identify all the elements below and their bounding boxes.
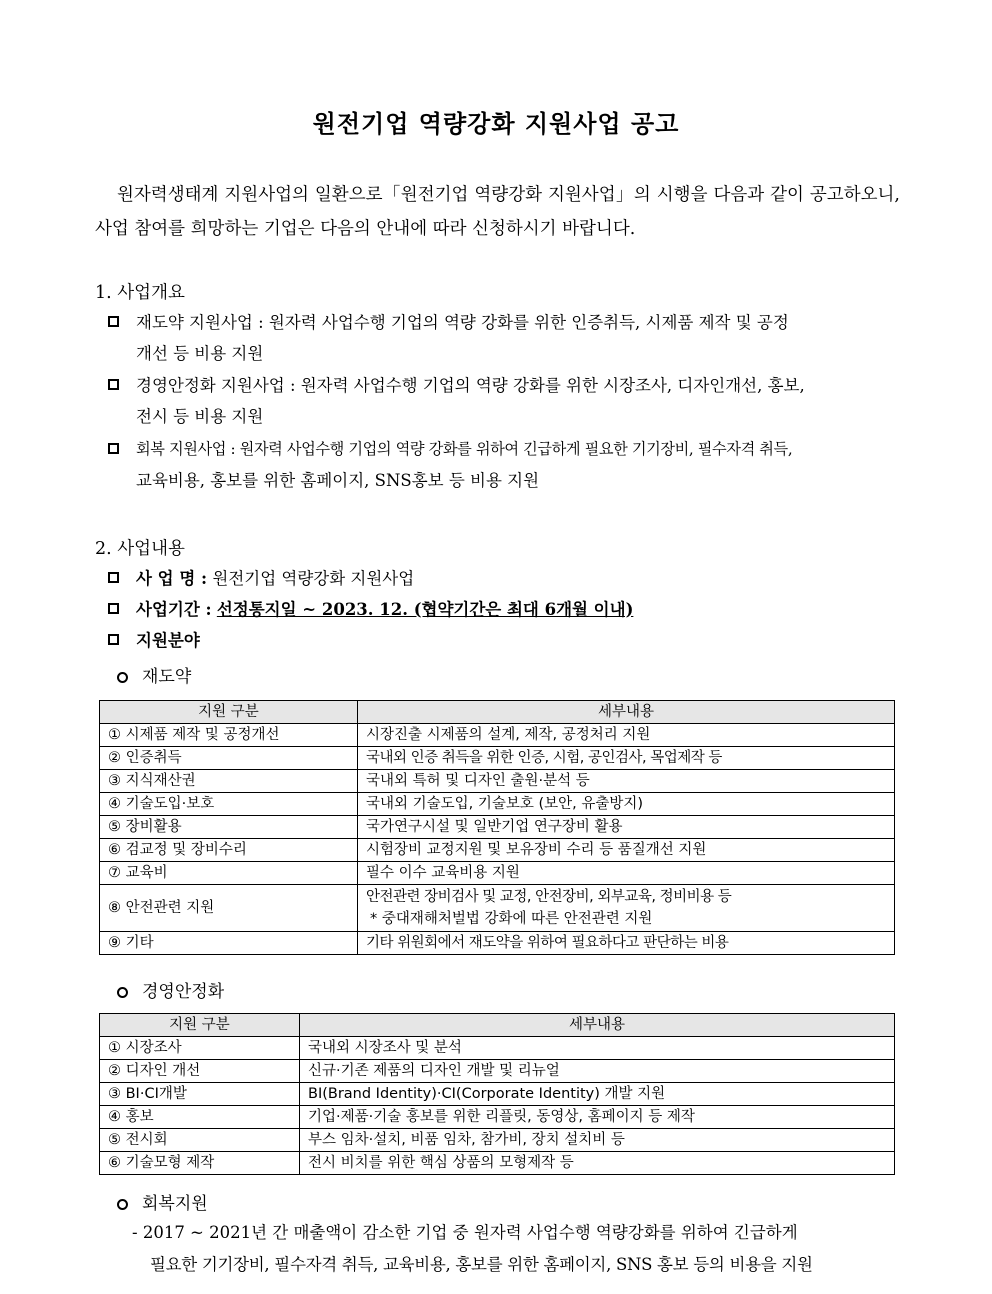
table-row: ⑥ 검교정 및 장비수리 시험장비 교정지원 및 보유장비 수리 등 품질개선 지원 [100,839,895,862]
overview-item: 재도약 지원사업 : 원자력 사업수행 기업의 역량 강화를 위한 인증취득, 시제품 제작 및 공정 개선 등 비용 지원 [108,307,898,369]
stabilization-support-table [99,1013,895,1175]
table-row: ① 시장조사 국내외 시장조사 및 분석 [100,1037,895,1060]
checkbox-bullet-icon [108,443,119,454]
table-row: ⑦ 교육비 필수 이수 교육비용 지원 [100,862,895,885]
table-row: ② 디자인 개선 신규·기존 제품의 디자인 개발 및 리뉴얼 [100,1060,895,1083]
intro-paragraph: 원자력생태계 지원사업의 일환으로「원전기업 역량강화 지원사업」의 시행을 다음과 같이 공고하오니, 사업 참여를 희망하는 기업은 다음의 안내에 따라 신청하시기 바랍니다. [95,185,900,239]
page-title: 원전기업 역량강화 지원사업 공고 [312,109,680,138]
checkbox-bullet-icon [108,634,119,645]
checkbox-bullet-icon [108,316,119,327]
table-row: ⑥ 기술모형 제작 전시 비치를 위한 핵심 상품의 모형제작 등 [100,1152,895,1175]
subheading-rebound: 재도약 [117,662,191,687]
project-period-row: 사업기간 : 선정통지일 ~ 2023. 12. (협약기간은 최대 6개월 이내) [108,594,898,625]
table-header-row: 지원 구분 세부내용 [100,701,895,724]
table-row: ④ 홍보 기업·제품·기술 홍보를 위한 리플릿, 동영상, 홈페이지 등 제작 [100,1106,895,1129]
table-row: ③ BI·CI개발 BI(Brand Identity)·CI(Corporate Identity) 개발 지원 [100,1083,895,1106]
table-row: ⑤ 전시회 부스 임차·설치, 비품 임차, 참가비, 장치 설치비 등 [100,1129,895,1152]
overview-item: 회복 지원사업 : 원자력 사업수행 기업의 역량 강화를 위하여 긴급하게 필요한 기기장비, 필수자격 취득, 교육비용, 홍보를 위한 홈페이지, SNS홍보 등 비용 지원 [108,434,898,496]
table-row: ② 인증취득 국내외 인증 취득을 위한 인증, 시험, 공인검사, 목업제작 등 [100,747,895,770]
rebound-support-table [99,700,895,955]
table-row: ④ 기술도입·보호 국내외 기술도입, 기술보호 (보안, 유출방지) [100,793,895,816]
checkbox-bullet-icon [108,572,119,583]
overview-item: 경영안정화 지원사업 : 원자력 사업수행 기업의 역량 강화를 위한 시장조사, 디자인개선, 홍보, 전시 등 비용 지원 [108,370,898,432]
project-name-row: 사 업 명 : 원전기업 역량강화 지원사업 [108,563,898,594]
checkbox-bullet-icon [108,379,119,390]
support-field-row: 지원분야 [108,625,898,656]
checkbox-bullet-icon [108,603,119,614]
section-heading-content: 2. 사업내용 [95,539,185,559]
subheading-recovery: 회복지원 [117,1189,208,1214]
section-heading-overview: 1. 사업개요 [95,283,185,303]
circle-bullet-icon [117,1199,128,1210]
circle-bullet-icon [117,987,128,998]
table-row: ⑨ 기타 기타 위원회에서 재도약을 위하여 필요하다고 판단하는 비용 [100,932,895,955]
table-row: ③ 지식재산권 국내외 특허 및 디자인 출원·분석 등 [100,770,895,793]
recovery-description: - 2017 ~ 2021년 간 매출액이 감소한 기업 중 원자력 사업수행 역량강화를 위하여 긴급하게 필요한 기기장비, 필수자격 취득, 교육비용, 홍보를 위한 홈페이지, SNS 홍보 등의 비용을 지원 [132,1223,813,1274]
table-row: ⑤ 장비활용 국가연구시설 및 일반기업 연구장비 활용 [100,816,895,839]
table-row: ⑧ 안전관련 지원 안전관련 장비검사 및 교정, 안전장비, 외부교육, 정비비용 등 * 중대재해처벌법 강화에 따른 안전관련 지원 [100,885,895,932]
table-header-row: 지원 구분 세부내용 [100,1014,895,1037]
circle-bullet-icon [117,672,128,683]
subheading-stabilization: 경영안정화 [117,977,224,1002]
table-row: ① 시제품 제작 및 공정개선 시장진출 시제품의 설계, 제작, 공정처리 지원 [100,724,895,747]
